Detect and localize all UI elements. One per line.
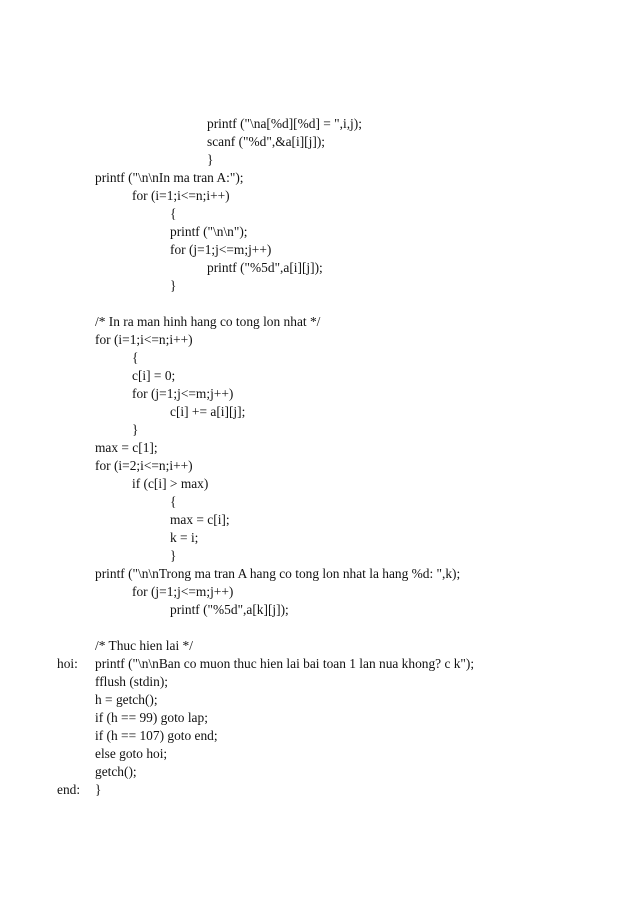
code-line: }: [170, 278, 177, 293]
code-comment: /* In ra man hinh hang co tong lon nhat */: [95, 314, 321, 329]
code-line: for (j=1;j<=m;j++): [170, 242, 272, 257]
code-line: h = getch();: [95, 692, 158, 707]
code-line: {: [170, 206, 177, 221]
code-line: if (c[i] > max): [132, 476, 209, 491]
code-line: fflush (stdin);: [95, 674, 169, 689]
code-line: max = c[i];: [170, 512, 230, 527]
code-line: for (j=1;j<=m;j++): [132, 386, 234, 401]
code-line: }: [207, 152, 214, 167]
code-line: if (h == 107) goto end;: [95, 728, 218, 743]
code-comment: /* Thuc hien lai */: [95, 638, 193, 653]
code-line: for (i=1;i<=n;i++): [132, 188, 230, 203]
code-line: for (i=1;i<=n;i++): [95, 332, 193, 347]
code-line: c[i] = 0;: [132, 368, 176, 383]
code-label-end: end:: [57, 782, 81, 797]
code-line: printf ("\n\nIn ma tran A:");: [95, 170, 244, 185]
code-line: scanf ("%d",&a[i][j]);: [207, 134, 326, 149]
code-line: if (h == 99) goto lap;: [95, 710, 208, 725]
code-line: printf ("\n\nTrong ma tran A hang co tong lon nhat la hang %d: ",k);: [95, 566, 461, 581]
code-line: {: [132, 350, 139, 365]
code-line: for (i=2;i<=n;i++): [95, 458, 193, 473]
code-line: k = i;: [170, 530, 199, 545]
code-label-hoi: hoi:: [57, 656, 78, 671]
code-line: for (j=1;j<=m;j++): [132, 584, 234, 599]
code-line: printf ("\na[%d][%d] = ",i,j);: [207, 116, 362, 131]
code-line: c[i] += a[i][j];: [170, 404, 246, 419]
code-line: printf ("%5d",a[i][j]);: [207, 260, 323, 275]
code-line: printf ("\n\nBan co muon thuc hien lai bai toan 1 lan nua khong? c k");: [95, 656, 475, 671]
code-line: }: [132, 422, 139, 437]
code-line: getch();: [95, 764, 137, 779]
code-line: max = c[1];: [95, 440, 158, 455]
code-line: }: [170, 548, 177, 563]
code-line: }: [95, 782, 102, 797]
code-line: {: [170, 494, 177, 509]
code-line: printf ("%5d",a[k][j]);: [170, 602, 289, 617]
code-line: else goto hoi;: [95, 746, 168, 761]
code-line: printf ("\n\n");: [170, 224, 248, 239]
